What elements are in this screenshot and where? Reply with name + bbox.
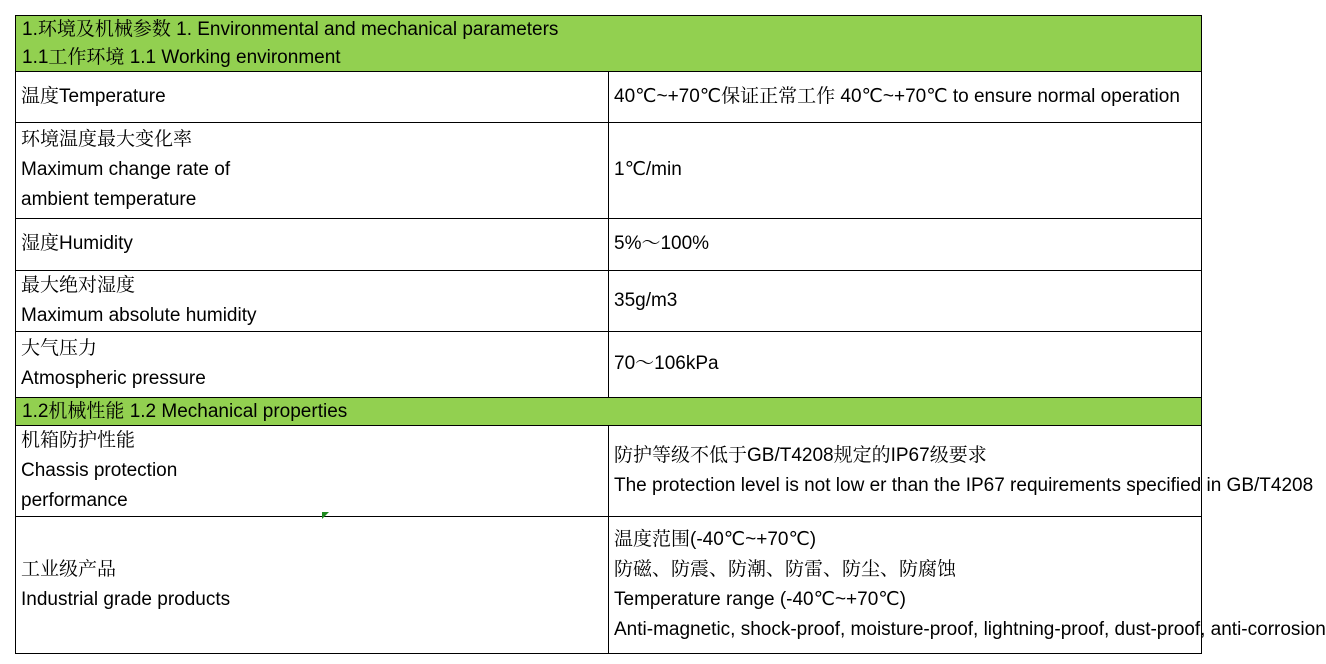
value-cell <box>609 218 1202 270</box>
param-label: Industrial grade products <box>21 588 231 610</box>
param-label: 最大绝对湿度 <box>21 274 136 296</box>
param-cell <box>16 218 609 270</box>
param-label: 工业级产品 <box>21 558 117 580</box>
param-cell <box>16 71 609 122</box>
cell-comment-marker-icon <box>322 512 329 519</box>
table-row <box>16 270 1202 331</box>
param-label: performance <box>21 489 128 511</box>
section-heading: 1.环境及机械参数 1. Environmental and mechanical parameters <box>16 16 1202 44</box>
param-cell <box>16 516 609 653</box>
value-cell <box>609 331 1202 397</box>
value-text: 40℃~+70℃保证正常工作 40℃~+70℃ to ensure normal operation <box>614 85 1180 107</box>
value-text: 防磁、防震、防潮、防雷、防尘、防腐蚀 <box>614 558 957 580</box>
table-row <box>16 425 1202 516</box>
param-label: 湿度Humidity <box>21 233 133 254</box>
table-row <box>16 331 1202 397</box>
subsection-heading: 1.1工作环境 1.1 Working environment <box>16 44 1202 72</box>
param-label: 环境温度最大变化率 <box>21 129 193 150</box>
section-heading: 1.2机械性能 1.2 Mechanical properties <box>16 397 1202 425</box>
param-label: 温度Temperature <box>21 85 166 107</box>
value-cell <box>609 122 1202 218</box>
subsection-heading-row <box>16 44 1202 72</box>
param-label: Maximum change rate of <box>21 159 231 180</box>
value-text: 70～106kPa <box>614 353 719 374</box>
value-text: 5%～100% <box>614 233 710 254</box>
param-label: ambient temperature <box>21 189 197 210</box>
parameter-table-sheet <box>15 15 1326 654</box>
value-cell <box>609 270 1202 331</box>
value-text: 1℃/min <box>614 159 682 180</box>
value-text: Anti-magnetic, shock-proof, moisture-proof, lightning-proof, dust-proof, anti-corrosion <box>614 618 1326 640</box>
table-row <box>16 516 1202 653</box>
param-label: Maximum absolute humidity <box>21 304 257 326</box>
value-cell <box>609 516 1326 653</box>
table-row <box>16 71 1202 122</box>
param-cell <box>16 425 609 516</box>
value-text: 防护等级不低于GB/T4208规定的IP67级要求 <box>614 444 987 466</box>
param-label: Atmospheric pressure <box>21 368 206 389</box>
param-cell <box>16 122 609 218</box>
param-cell <box>16 331 609 397</box>
param-cell <box>16 270 609 331</box>
value-text: 35g/m3 <box>614 289 678 311</box>
param-label: Chassis protection <box>21 459 178 481</box>
section-heading-row <box>16 397 1202 425</box>
param-label: 大气压力 <box>21 338 98 359</box>
table-row <box>16 122 1202 218</box>
table-row <box>16 218 1202 270</box>
value-text: The protection level is not low er than the IP67 requirements specified in GB/T4208 <box>614 474 1314 496</box>
value-text: Temperature range (-40℃~+70℃) <box>614 588 906 610</box>
value-text: 温度范围(-40℃~+70℃) <box>614 528 817 550</box>
param-label: 机箱防护性能 <box>21 429 136 451</box>
section-heading-row <box>16 16 1202 44</box>
value-cell <box>609 425 1314 516</box>
parameter-table <box>15 15 1326 654</box>
value-cell <box>609 71 1202 122</box>
